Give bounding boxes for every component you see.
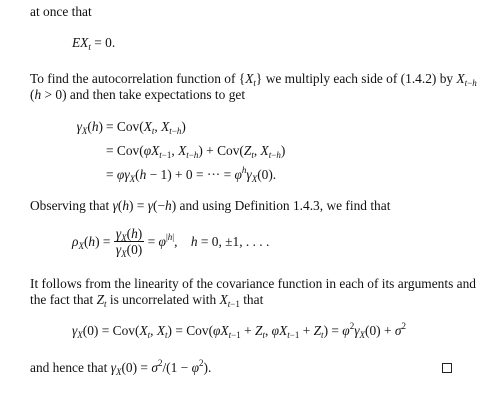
paragraph-linearity-line1: It follows from the linearity of the covariance function in each of its arguments and [30,276,476,291]
equation-acvf-line2: = $Cov(\varphi X_{t-1}$, $X_{t-h}) + Cov(Z_t$, $X_{t-h}$) [106,143,286,160]
equation-variance: $\gamma_X(0) = Cov(X_t$, $X_t) = Cov(\varphi X_{t-1} + Z_t$, $\varphi X_{t-1} + Z_t) = \varphi^2\gamma_X(0) + \sigma^2$ [72,321,406,340]
paragraph-observing: Observing that γ(h) = γ(−h) and using Definition 1.4.3, we find that [30,198,391,213]
equation-acf-fraction: $\frac{\gamma_X(h)}{\gamma_X(0)}$ [115,226,143,259]
paragraph-acvf-line1: To find the autocorrelation function of $\{X_t\}$ we multiply each side of (1.4.2) by $X_{t-h}$ [30,71,477,88]
equation-acf: $\rho_X(h)$ = $\frac{\gamma_X(h)}{\gamma_X(0)}$ = $\varphi^{|h|}$, h = 0, ±1, . . . . [72,226,270,259]
equation-acvf-line1: = $Cov(X_t$, $X_{t-h}$) [106,119,186,136]
paragraph-acvf-line2: (h > 0) and then take expectations to get [30,87,246,102]
equation-acvf-row1 [0,118,474,136]
equation-mean: $EX_t = 0$. [72,35,116,52]
equation-acvf-lhs: $\gamma_X(h)$ [76,119,103,136]
qed-box-icon [442,363,452,373]
equation-acvf-row3 [0,166,474,184]
paragraph-conclusion: and hence that $\gamma_X(0) = \sigma^2/(1 - \varphi^2)$. [30,358,212,377]
equation-acvf-line3: = $\varphi\gamma_X(h - 1) + 0$ = ··· = $\varphi^h\gamma_X(0)$. [106,165,277,184]
paragraph-intro: at once that [30,4,92,19]
equation-acvf-row2 [0,142,474,160]
paragraph-linearity-line2: the fact that $Z_t$ is uncorrelated with $X_{t-1}$ that [30,292,264,309]
